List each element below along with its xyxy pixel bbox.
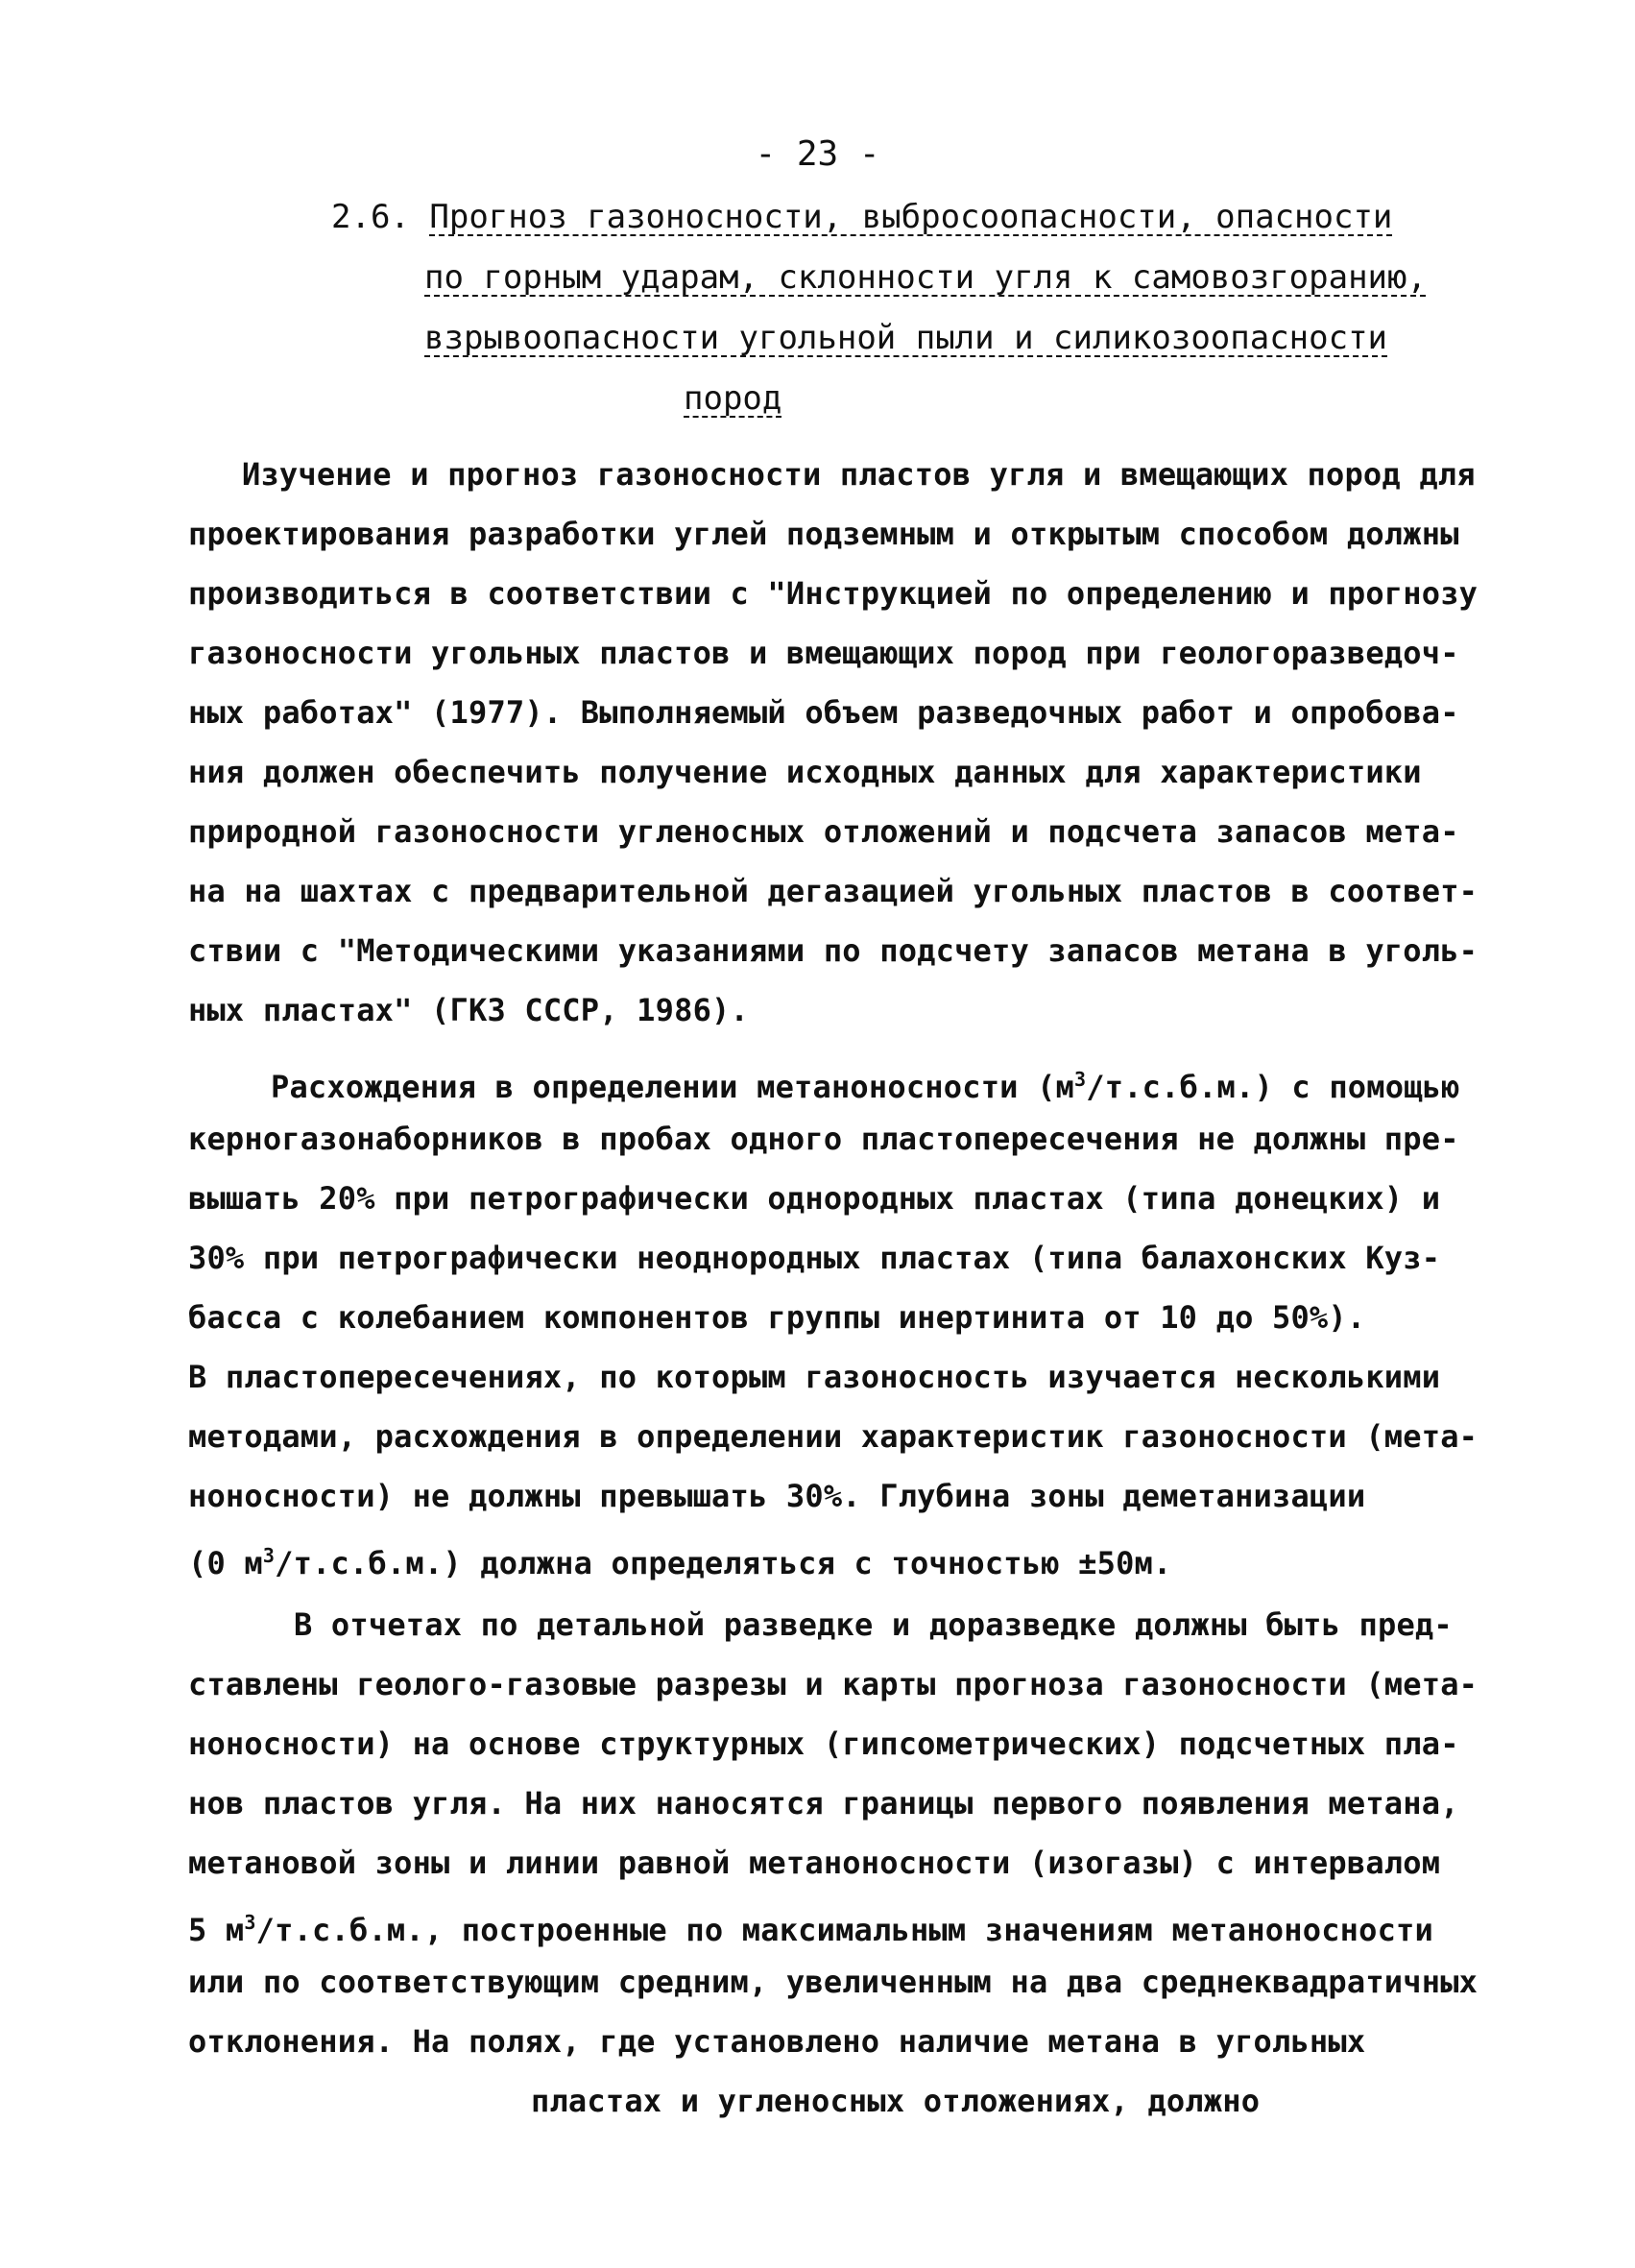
p2-last-b: /т.с.б.м.) должна определяться с точностью ±50м. (275, 1545, 1172, 1581)
superscript-3: 3 (244, 1911, 256, 1934)
heading-text-2: по горным ударам, склонности угля к самовозгоранию, (424, 258, 1427, 297)
p1-line: газоносности угольных пластов и вмещающих пород при геологоразведоч- (188, 635, 1459, 671)
p2-line: басса с колебанием компонентов группы инертинита от 10 до 50%). (188, 1299, 1366, 1336)
p1-line: производиться в соответствии с "Инструкцией по определению и прогнозу (188, 575, 1479, 612)
p2-line-1-a: Расхождения в определении метаноносности (м (271, 1069, 1075, 1105)
p2-line: В пластопересечениях, по которым газоносность изучается несколькими (188, 1359, 1441, 1395)
p3-line: метановой зоны и линии равной метаноносности (изогазы) с интервалом (188, 1845, 1441, 1881)
p3-line: ноносности) на основе структурных (гипсометрических) подсчетных пла- (188, 1725, 1459, 1762)
p1-line: природной газоносности угленосных отложений и подсчета запасов мета- (188, 813, 1459, 850)
p2-line: керногазонаборников в пробах одного пластопересечения не должны пре- (188, 1121, 1459, 1157)
p2-line: вышать 20% при петрографически однородных пластах (типа донецких) и (188, 1180, 1441, 1217)
p3-line-last: пластах и угленосных отложениях, должно (531, 2083, 1261, 2119)
p1-line: ных работах" (1977). Выполняемый объем разведочных работ и опробова- (188, 694, 1459, 731)
p3-line-6 (188, 1903, 1433, 1949)
page-number: - 23 - (755, 134, 880, 174)
p1-line: Изучение и прогноз газоносности пластов угля и вмещающих пород для (242, 456, 1476, 493)
p2-line: 30% при петрографически неоднородных пластах (типа балахонских Куз- (188, 1240, 1441, 1276)
p2-line: методами, расхождения в определении характеристик газоносности (мета- (188, 1418, 1479, 1455)
p2-line-last (188, 1536, 1171, 1582)
p2-line-1 (271, 1060, 1460, 1106)
p3-line: ставлены геолого-газовые разрезы и карты прогноза газоносности (мета- (188, 1666, 1479, 1702)
p2-last-a: (0 м (188, 1545, 263, 1581)
p3-line: В отчетах по детальной разведке и доразведке должны быть пред- (294, 1606, 1453, 1643)
p3-line: нов пластов угля. На них наносятся границы первого появления метана, (188, 1785, 1459, 1822)
heading-text-1: Прогноз газоносности, выбросоопасности, опасности (429, 198, 1393, 236)
p3-line: отклонения. На полях, где установлено наличие метана в угольных (188, 2023, 1366, 2060)
heading-text-4: пород (684, 379, 782, 418)
heading-text-3: взрывоопасности угольной пыли и силикозоопасности (424, 319, 1388, 357)
p3-line-6-b: /т.с.б.м., построенные по максимальным значениям метаноносности (255, 1912, 1433, 1948)
p3-line: или по соответствующим средним, увеличенным на два среднеквадратичных (188, 1964, 1479, 2000)
heading-line-1 (331, 197, 1392, 237)
superscript-3: 3 (262, 1544, 276, 1567)
p2-line-1-b: /т.с.б.м.) с помощью (1086, 1069, 1460, 1105)
p1-line: ствии с "Методическими указаниями по подсчету запасов метана в уголь- (188, 932, 1479, 969)
p2-line: ноносности) не должны превышать 30%. Глубина зоны деметанизации (188, 1478, 1366, 1514)
p3-line-6-a: 5 м (188, 1912, 245, 1948)
heading-number: 2.6. (331, 198, 410, 236)
p1-line: проектирования разработки углей подземным и открытым способом должны (188, 516, 1459, 552)
p1-line: ных пластах" (ГКЗ СССР, 1986). (188, 992, 749, 1028)
p1-line: ния должен обеспечить получение исходных данных для характеристики (188, 754, 1422, 790)
superscript-3: 3 (1074, 1068, 1087, 1091)
p1-line: на на шахтах с предварительной дегазацией угольных пластов в соответ- (188, 873, 1479, 909)
